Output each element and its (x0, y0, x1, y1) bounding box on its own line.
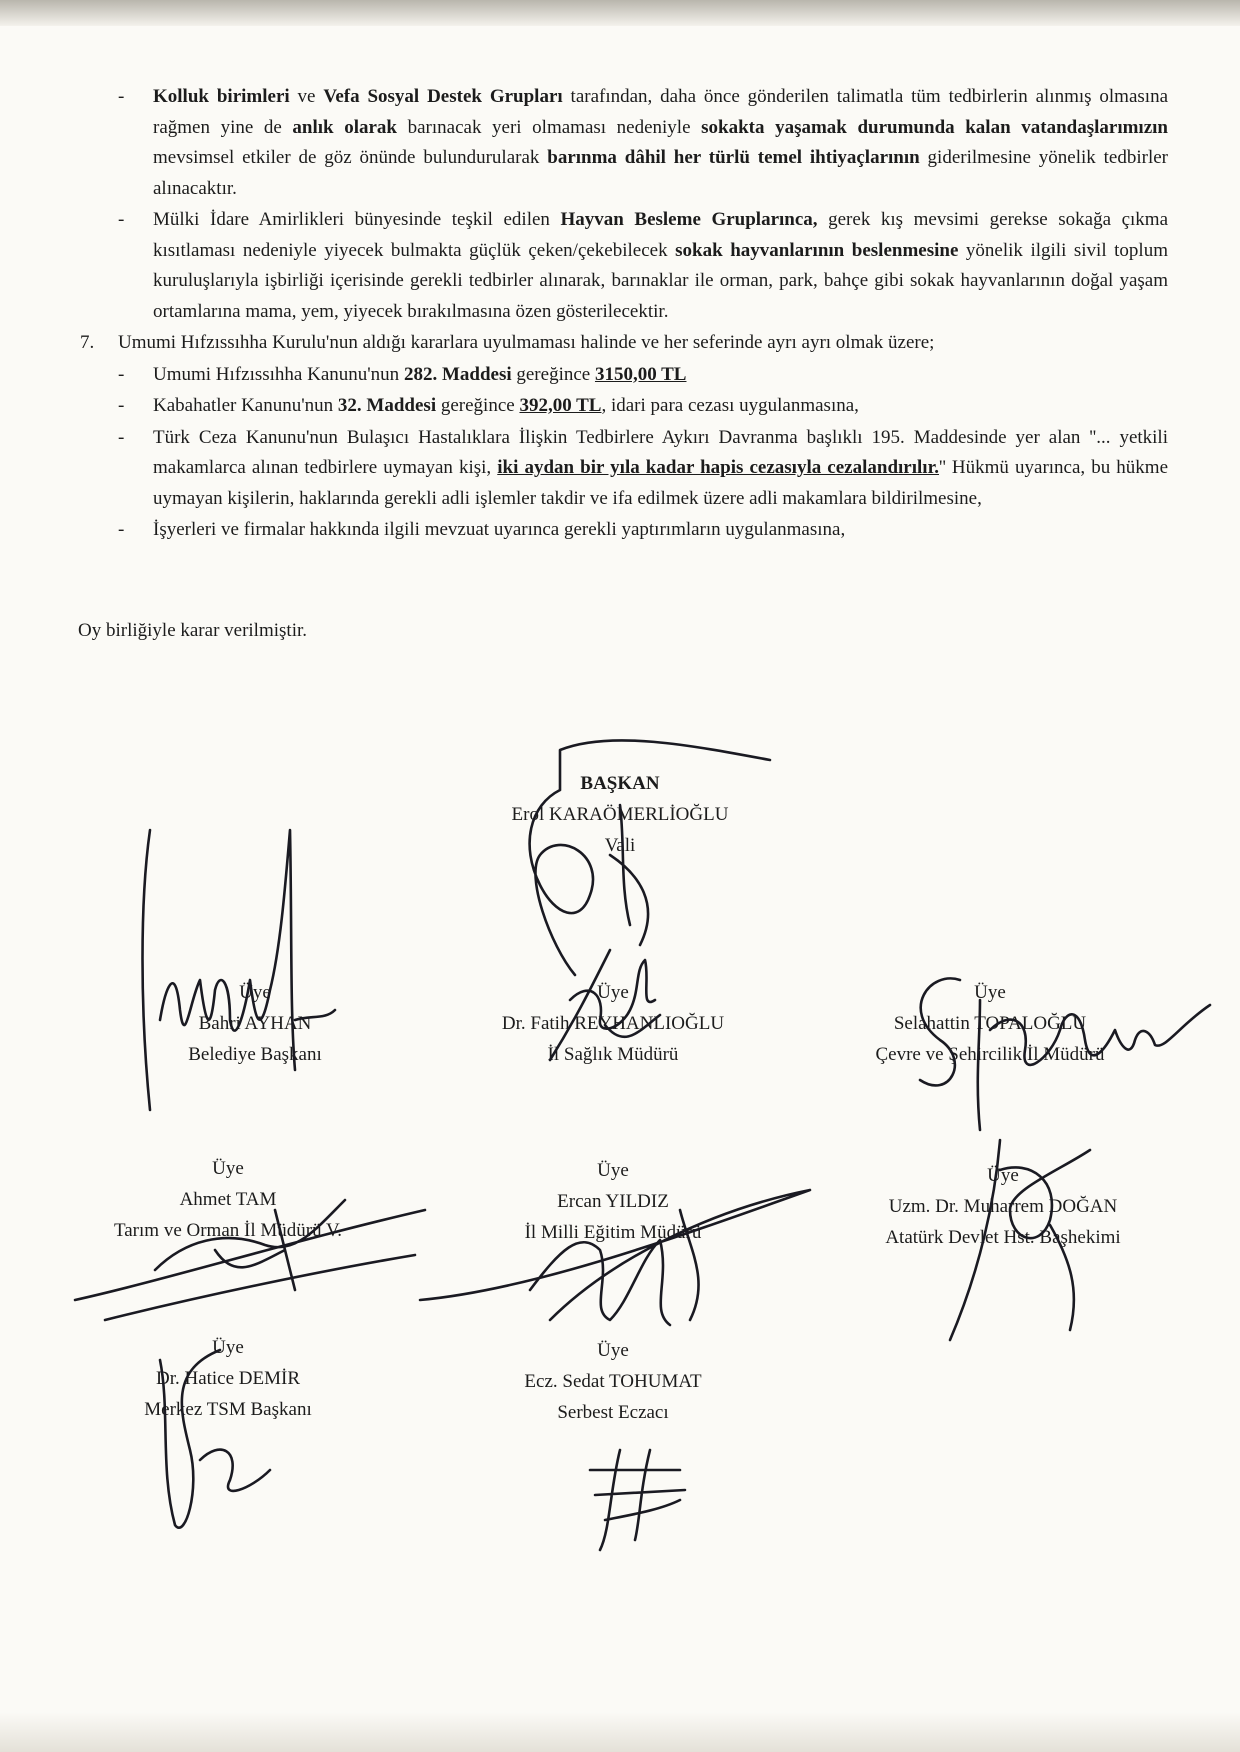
role-label: Üye (239, 982, 271, 1003)
signatory-title: Serbest Eczacı (557, 1402, 669, 1423)
signatory-name: Selahattin TOPALOĞLU (893, 1013, 1087, 1034)
signatory-title: Çevre ve Şehircilik İl Müdürü (875, 1044, 1105, 1065)
handwritten-signature-belediye (120, 810, 350, 1130)
text: Türk Ceza Kanunu'nun Bulaşıcı Hastalıklara İlişkin Tedbirlere Aykırı Davranma başlıklı 195. Maddesinde yer alan ''... yetkili makamlarca alınan tedbirlere uymayan kişi, (153, 426, 1168, 478)
paragraph-hayvan-besleme (78, 205, 1168, 327)
role-label: BAŞKAN (580, 773, 660, 794)
paragraph-tck-195 (78, 423, 1168, 515)
role-label: Üye (212, 1337, 244, 1358)
signatory-name: Dr. Hatice DEMİR (155, 1368, 301, 1389)
scan-top-edge (0, 0, 1240, 26)
bold-text: Hayvan Besleme Gruplarınca, (560, 209, 818, 230)
signature-block-eczaci (433, 1335, 793, 1428)
signatory-name: Ahmet TAM (179, 1189, 277, 1210)
bullet-dash: - (118, 519, 125, 540)
role-label: Üye (974, 982, 1006, 1003)
scan-bottom-edge (0, 1712, 1240, 1752)
text: gereğince (436, 395, 520, 416)
text: '' Hükmü uyarınca, bu hükme uymayan kişilerin, haklarında gerekli adli işlemler takdir ve ifa edilmek üzere adli makamlara bildirilmesine, (153, 457, 1169, 509)
role-label: Üye (597, 982, 629, 1003)
signature-block-belediye (75, 977, 435, 1070)
signatory-title: Vali (604, 835, 636, 856)
bullet-dash: - (118, 363, 125, 385)
bold-text: 282. Maddesi (403, 363, 512, 385)
signature-block-hastane (823, 1160, 1183, 1253)
role-label: Üye (987, 1165, 1019, 1186)
bold-text: Vefa Sosyal Destek Grupları (323, 86, 563, 107)
bullet-dash: - (118, 209, 125, 230)
text: Umumi Hıfzıssıhha Kurulu'nun aldığı kararlara uyulmaması halinde ve her seferinde ayrı ayrı olmak üzere; (118, 332, 935, 353)
text: gerek kış mevsimi gerekse sokağa çıkma kısıtlaması nedeniyle yiyecek bulmakta güçlük çeken/çekebilecek (153, 209, 1169, 261)
signature-block-tarim (48, 1153, 408, 1246)
fine-amount: 3150,00 TL (594, 363, 687, 385)
signatory-name: Dr. Fatih REYHANLIOĞLU (501, 1013, 725, 1034)
signature-block-cevre (810, 977, 1170, 1070)
paragraph-kabahatler-fine (78, 391, 1168, 422)
paragraph-item-7 (78, 328, 1168, 359)
bold-text: 32. Maddesi (337, 395, 437, 416)
text: , idari para cezası uygulanmasına, (601, 395, 859, 416)
text: ve (289, 86, 324, 107)
text: giderilmesine yönelik tedbirler alınacaktır. (153, 147, 1168, 199)
text: yönelik ilgili sivil toplum kuruluşlarıyla işbirliği içerisinde gerekli tedbirler alınarak, barınaklar ile orman, park, bahçe gibi sokak hayvanlarının doğal yaşam ortamlarına mama, yem, yiyecek bırakılmasına özen gösterilecektir. (153, 239, 1168, 322)
penalty-text: iki aydan bir yıla kadar hapis cezasıyla cezalandırılır. (497, 457, 940, 478)
signatory-name: Ercan YILDIZ (557, 1191, 669, 1212)
paragraph-kolluk (78, 82, 1168, 204)
paragraph-hifzissihha-fine (78, 360, 1168, 391)
signature-block-baskan (440, 768, 800, 861)
fine-amount: 392,00 TL (519, 395, 602, 416)
bullet-dash: - (118, 395, 125, 416)
bold-text: sokakta yaşamak durumunda kalan vatandaşlarımızın (701, 116, 1168, 138)
signatory-title: İl Milli Eğitim Müdürü (524, 1222, 702, 1243)
text: gereğince (511, 363, 595, 385)
bullet-dash: - (118, 86, 125, 107)
role-label: Üye (212, 1158, 244, 1179)
role-label: Üye (597, 1340, 629, 1361)
bold-text: sokak hayvanlarının beslenmesine (675, 239, 959, 261)
signatory-title: Atatürk Devlet Hst. Başhekimi (885, 1227, 1121, 1248)
signature-block-egitim (433, 1155, 793, 1248)
signatory-name: Ecz. Sedat TOHUMAT (524, 1371, 702, 1392)
text: barınacak yeri olmaması nedeniyle (397, 116, 702, 138)
bullet-dash: - (118, 426, 125, 448)
signatory-title: Belediye Başkanı (188, 1044, 322, 1065)
signatory-title: Merkez TSM Başkanı (144, 1399, 312, 1420)
text: Kabahatler Kanunu'nun (153, 395, 338, 416)
bold-text: anlık olarak (292, 116, 397, 138)
bold-text: Kolluk birimleri (153, 86, 290, 107)
signatory-title: Tarım ve Orman İl Müdürü V. (113, 1220, 343, 1241)
role-label: Üye (597, 1160, 629, 1181)
signatory-name: Erol KARAÖMERLİOĞLU (511, 804, 729, 825)
text: Mülki İdare Amirlikleri bünyesinde teşkil edilen (153, 209, 561, 230)
conclusion-text: Oy birliğiyle karar verilmiştir. (78, 620, 308, 641)
item-number: 7. (80, 332, 95, 353)
text: tarafından, daha önce gönderilen talimatla tüm tedbirlerin alınmış olmasına rağmen yine de (153, 86, 1168, 138)
bold-text: barınma dâhil her türlü temel ihtiyaçlarının (547, 147, 920, 168)
signature-block-saglik (433, 977, 793, 1070)
text: mevsimsel etkiler de göz önünde bulundurularak (153, 147, 548, 168)
text: Umumi Hıfzıssıhha Kanunu'nun (153, 363, 404, 385)
signatory-title: İl Sağlık Müdürü (547, 1044, 679, 1065)
signatory-name: Uzm. Dr. Muharrem DOĞAN (888, 1196, 1118, 1217)
text: İşyerleri ve firmalar hakkında ilgili mevzuat uyarınca gerekli yaptırımların uygulanmasına, (153, 519, 846, 540)
signature-block-tsm (48, 1332, 408, 1425)
paragraph-isyerleri (78, 515, 1168, 546)
decision-body (78, 82, 1168, 546)
handwritten-signature-eczaci (580, 1440, 700, 1560)
signatory-name: Bahri AYHAN (198, 1013, 312, 1034)
